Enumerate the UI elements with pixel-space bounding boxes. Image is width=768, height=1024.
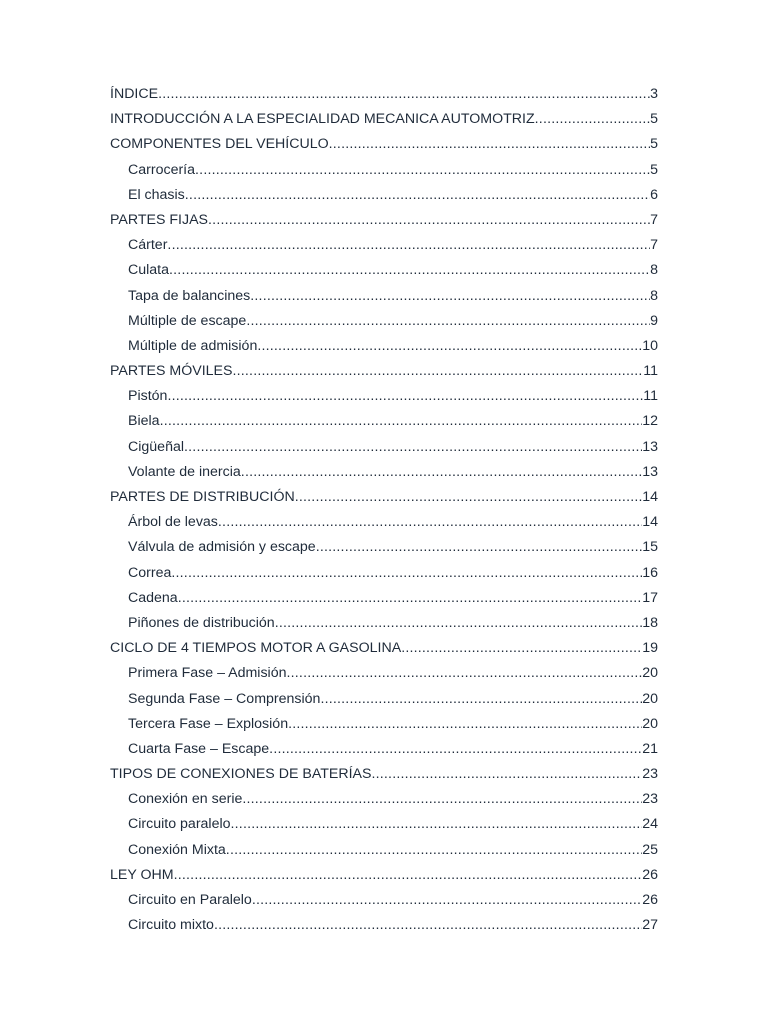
toc-entry[interactable] <box>110 132 658 157</box>
toc-entry-title: Pistón <box>128 388 168 405</box>
toc-entry-page-number: 16 <box>642 564 658 581</box>
toc-dot-leader <box>257 334 642 359</box>
toc-entry[interactable] <box>110 107 658 132</box>
toc-entry-page-number: 5 <box>650 136 658 153</box>
toc-entry-title: Múltiple de admisión <box>128 337 258 354</box>
toc-entry-title: PARTES FIJAS <box>110 211 209 228</box>
toc-dot-leader <box>252 888 642 913</box>
toc-entry[interactable] <box>110 561 658 586</box>
toc-entry-page-number: 5 <box>650 161 658 178</box>
toc-entry-title: COMPONENTES DEL VEHÍCULO <box>110 136 329 153</box>
toc-dot-leader <box>295 485 642 510</box>
toc-entry[interactable] <box>110 435 658 460</box>
toc-dot-leader <box>250 284 650 309</box>
toc-dot-leader <box>169 258 650 283</box>
toc-entry-page-number: 3 <box>650 86 658 102</box>
toc-entry-page-number: 5 <box>650 111 658 128</box>
toc-dot-leader <box>329 132 650 157</box>
toc-entry-title: Cigüeñal <box>128 438 185 455</box>
toc-entry[interactable] <box>110 535 658 560</box>
toc-entry[interactable] <box>110 284 658 309</box>
toc-dot-leader <box>167 384 643 409</box>
toc-entry[interactable] <box>110 384 658 409</box>
toc-entry-title: Carrocería <box>128 161 196 178</box>
toc-entry[interactable] <box>110 712 658 737</box>
toc-dot-leader <box>208 208 650 233</box>
toc-entry-page-number: 20 <box>642 690 658 707</box>
toc-entry-page-number: 26 <box>642 866 658 883</box>
toc-dot-leader <box>178 586 643 611</box>
toc-entry-title: Cuarta Fase – Escape <box>128 740 270 757</box>
toc-entry-title: Tercera Fase – Explosión <box>128 715 289 732</box>
toc-entry-title: Árbol de levas <box>128 514 218 531</box>
toc-entry-title: Volante de inercia <box>128 463 241 480</box>
toc-entry-title: Piñones de distribución <box>128 614 275 631</box>
toc-dot-leader <box>232 359 643 384</box>
toc-entry-page-number: 6 <box>650 186 658 203</box>
toc-entry[interactable] <box>110 233 658 258</box>
toc-entry-page-number: 20 <box>642 665 658 682</box>
toc-entry-title: TIPOS DE CONEXIONES DE BATERÍAS <box>110 766 372 783</box>
toc-entry-title: El chasis <box>128 186 185 203</box>
toc-entry-title: PARTES DE DISTRIBUCIÓN <box>110 489 295 505</box>
toc-dot-leader <box>371 762 642 787</box>
toc-dot-leader <box>535 107 650 132</box>
toc-dot-leader <box>401 636 642 661</box>
toc-entry[interactable] <box>110 687 658 712</box>
toc-entry-page-number: 23 <box>642 791 658 808</box>
toc-entry[interactable] <box>110 636 658 661</box>
toc-entry-page-number: 20 <box>642 715 658 732</box>
toc-dot-leader <box>184 435 642 460</box>
toc-entry-page-number: 15 <box>642 539 658 556</box>
toc-dot-leader <box>287 661 643 686</box>
toc-entry-page-number: 14 <box>642 514 658 531</box>
toc-dot-leader <box>242 787 642 812</box>
toc-entry[interactable] <box>110 812 658 837</box>
toc-entry[interactable] <box>110 485 658 510</box>
toc-entry-title: Circuito paralelo <box>128 816 231 833</box>
toc-entry[interactable] <box>110 208 658 233</box>
toc-entry-title: Cárter <box>128 237 168 254</box>
toc-entry-page-number: 7 <box>650 237 658 254</box>
toc-entry-page-number: 23 <box>642 766 658 783</box>
toc-entry[interactable] <box>110 258 658 283</box>
toc-entry[interactable] <box>110 158 658 183</box>
toc-entry-title: Conexión en serie <box>128 791 243 808</box>
toc-entry-page-number: 8 <box>650 287 658 304</box>
toc-entry[interactable] <box>110 863 658 888</box>
toc-entry-page-number: 14 <box>642 489 658 505</box>
toc-entry-page-number: 19 <box>642 640 658 657</box>
toc-dot-leader <box>246 309 650 334</box>
toc-entry-title: LEY OHM <box>110 866 174 883</box>
toc-entry[interactable] <box>110 409 658 434</box>
toc-entry-page-number: 21 <box>642 740 658 757</box>
toc-entry[interactable] <box>110 82 658 107</box>
toc-entry-title: Correa <box>128 564 172 581</box>
toc-dot-leader <box>241 460 642 485</box>
toc-entry-title: ÍNDICE <box>110 86 159 102</box>
toc-entry-page-number: 13 <box>642 438 658 455</box>
toc-entry[interactable] <box>110 913 658 938</box>
toc-dot-leader <box>218 510 642 535</box>
toc-dot-leader <box>174 863 643 888</box>
toc-entry-title: Válvula de admisión y escape <box>128 539 316 556</box>
toc-entry[interactable] <box>110 661 658 686</box>
toc-entry[interactable] <box>110 359 658 384</box>
toc-entry-page-number: 9 <box>650 312 658 329</box>
toc-entry-title: Primera Fase – Admisión <box>128 665 287 682</box>
toc-entry-title: INTRODUCCIÓN A LA ESPECIALIDAD MECANICA AUTOMOTRIZ <box>110 111 535 128</box>
toc-entry-page-number: 12 <box>642 413 658 430</box>
table-of-contents <box>110 82 658 938</box>
toc-entry[interactable] <box>110 460 658 485</box>
toc-entry-page-number: 26 <box>642 892 658 908</box>
toc-entry[interactable] <box>110 787 658 812</box>
toc-dot-leader <box>185 183 650 208</box>
toc-dot-leader <box>288 712 642 737</box>
toc-entry-page-number: 11 <box>643 388 658 405</box>
toc-entry-page-number: 17 <box>642 589 658 606</box>
toc-entry-title: Cadena <box>128 589 178 606</box>
toc-entry-title: Tapa de balancines <box>128 287 251 304</box>
toc-dot-leader <box>269 737 642 762</box>
toc-entry[interactable] <box>110 510 658 535</box>
toc-entry-title: Culata <box>128 262 170 279</box>
toc-entry-title: CICLO DE 4 TIEMPOS MOTOR A GASOLINA <box>110 640 402 657</box>
toc-entry[interactable] <box>110 888 658 913</box>
toc-entry-title: Conexión Mixta <box>128 841 226 858</box>
toc-dot-leader <box>275 611 643 636</box>
toc-entry-page-number: 7 <box>650 211 658 228</box>
toc-entry-page-number: 8 <box>650 262 658 279</box>
toc-dot-leader <box>214 913 642 938</box>
toc-dot-leader <box>167 233 650 258</box>
toc-entry[interactable] <box>110 611 658 636</box>
toc-entry-title: Biela <box>128 413 160 430</box>
toc-entry-page-number: 18 <box>642 614 658 631</box>
toc-entry-title: PARTES MÓVILES <box>110 363 233 380</box>
toc-entry[interactable] <box>110 334 658 359</box>
toc-entry[interactable] <box>110 309 658 334</box>
toc-dot-leader <box>231 812 643 837</box>
toc-dot-leader <box>320 687 642 712</box>
toc-entry[interactable] <box>110 838 658 863</box>
toc-entry-page-number: 13 <box>642 463 658 480</box>
toc-entry[interactable] <box>110 762 658 787</box>
toc-dot-leader <box>316 535 643 560</box>
toc-dot-leader <box>158 82 650 107</box>
toc-entry-page-number: 24 <box>642 816 658 833</box>
toc-entry-page-number: 10 <box>642 337 658 354</box>
toc-entry-page-number: 11 <box>643 363 658 380</box>
toc-entry-title: Segunda Fase – Comprensión <box>128 690 321 707</box>
toc-entry-title: Circuito en Paralelo <box>128 892 252 908</box>
toc-dot-leader <box>226 838 642 863</box>
toc-entry-title: Múltiple de escape <box>128 312 247 329</box>
toc-entry[interactable] <box>110 586 658 611</box>
toc-entry-page-number: 25 <box>642 841 658 858</box>
toc-entry[interactable] <box>110 737 658 762</box>
toc-dot-leader <box>171 561 642 586</box>
toc-dot-leader <box>195 158 650 183</box>
toc-entry-title: Circuito mixto <box>128 917 214 934</box>
toc-dot-leader <box>160 409 643 434</box>
toc-entry-page-number: 27 <box>642 917 658 934</box>
toc-entry[interactable] <box>110 183 658 208</box>
